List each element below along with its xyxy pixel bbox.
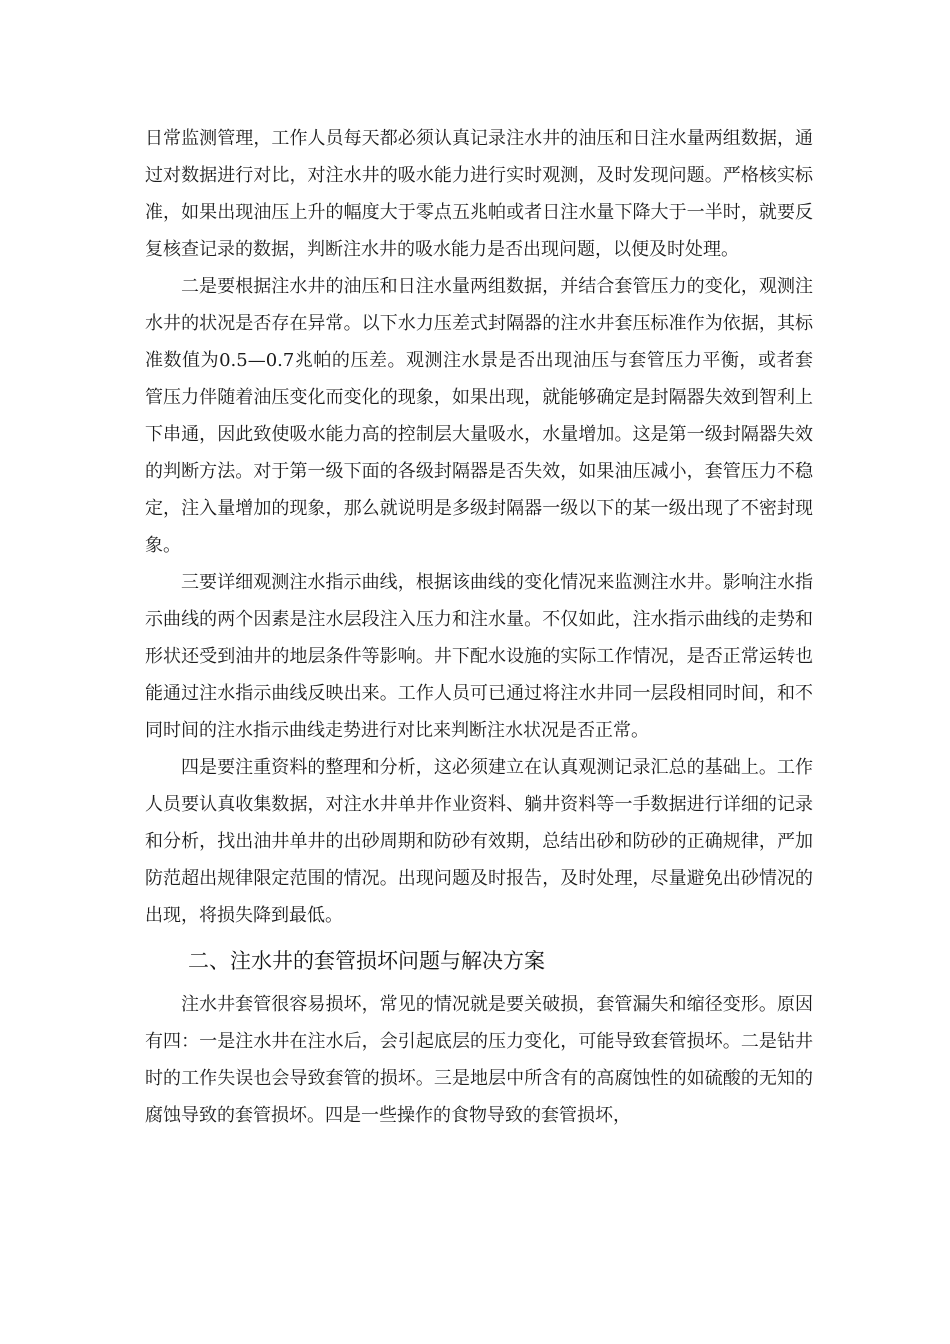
section-heading: 二、注水井的套管损坏问题与解决方案 <box>188 949 545 973</box>
paragraph-casing-damage: 注水井套管很容易损坏，常见的情况就是要关破损，套管漏失和缩径变形。原因有四：一是注水井在注水后，会引起底层的压力变化，可能导致套管损坏。二是钻井时的工作失误也会导致套管的损坏。三是地层中所含有的高腐蚀性的如硫酸的无知的腐蚀导致的套管损坏。四是一些操作的食物导致的套管损坏， <box>145 994 813 1126</box>
paragraph-second-point: 二是要根据注水井的油压和日注水量两组数据，并结合套管压力的变化，观测注水井的状况是否存在异常。以下水力压差式封隔器的注水井套压标准作为依据，其标准数值为0.5—0.7兆帕的压差。观测注水景是否出现油压与套管压力平衡，或者套管压力伴随着油压变化而变化的现象，如果出现，就能够确定是封隔器失效到智利上下串通，因此致使吸水能力高的控制层大量吸水，水量增加。这是第一级封隔器失效的判断方法。对于第一级下面的各级封隔器是否失效，如果油压减小，套管压力不稳定，注入量增加的现象，那么就说明是多级封隔器一级以下的某一级出现了不密封现象。 <box>145 276 813 556</box>
paragraph-third-point: 三要详细观测注水指示曲线，根据该曲线的变化情况来监测注水井。影响注水指示曲线的两个因素是注水层段注入压力和注水量。不仅如此，注水指示曲线的走势和形状还受到油井的地层条件等影响。井下配水设施的实际工作情况，是否正常运转也能通过注水指示曲线反映出来。工作人员可已通过将注水井同一层段相同时间，和不同时间的注水指示曲线走势进行对比来判断注水状况是否正常。 <box>145 572 813 741</box>
document-body <box>145 120 813 1134</box>
paragraph-daily-monitoring: 日常监测管理，工作人员每天都必须认真记录注水井的油压和日注水量两组数据，通过对数据进行对比，对注水井的吸水能力进行实时观测，及时发现问题。严格核实标准，如果出现油压上升的幅度大于零点五兆帕或者日注水量下降大于一半时，就要反复核查记录的数据，判断注水井的吸水能力是否出现问题，以便及时处理。 <box>145 128 813 260</box>
paragraph-fourth-point: 四是要注重资料的整理和分析，这必须建立在认真观测记录汇总的基础上。工作人员要认真收集数据，对注水井单井作业资料、躺井资料等一手数据进行详细的记录和分析，找出油井单井的出砂周期和防砂有效期，总结出砂和防砂的正确规律，严加防范超出规律限定范围的情况。出现问题及时报告，及时处理，尽量避免出砂情况的出现，将损失降到最低。 <box>145 757 813 926</box>
